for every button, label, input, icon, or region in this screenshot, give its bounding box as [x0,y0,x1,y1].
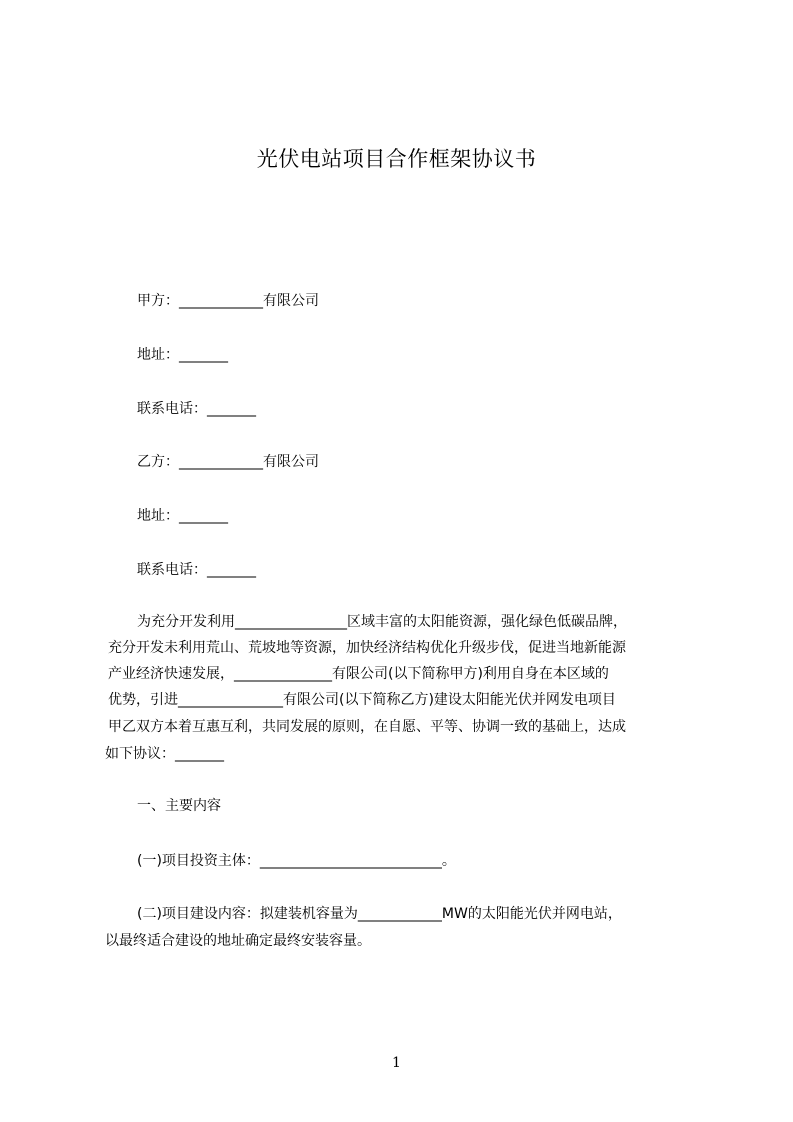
document-title: 光伏电站项目合作框架协议书 [256,147,537,171]
party-b-name-line: 乙方：____________有限公司 [137,454,319,470]
page-number: 1 [392,1055,401,1071]
party-b-phone-line: 联系电话：_______ [137,562,256,578]
intro-paragraph-line: 甲乙双方本着互惠互利，共同发展的原则，在自愿、平等、协调一致的基础上，达成 [108,719,626,735]
party-a-name-line: 甲方：____________有限公司 [137,293,319,309]
section-heading: 一、主要内容 [137,798,221,814]
intro-paragraph-line: 产业经济快速发展，______________有限公司(以下简称甲方)利用自身在本区域的 [108,666,609,682]
item-2-line: 以最终适合建设的地址确定最终安装容量。 [105,933,371,949]
item-1-line: (一)项目投资主体：__________________________。 [137,853,456,869]
party-a-address-line: 地址：_______ [137,347,228,363]
intro-paragraph-line: 如下协议：_______ [105,746,224,762]
party-a-phone-line: 联系电话：_______ [137,401,256,417]
intro-paragraph-line: 充分开发未利用荒山、荒坡地等资源，加快经济结构优化升级步伐，促进当地新能源 [108,640,626,656]
intro-paragraph-line: 优势，引进_______________有限公司(以下简称乙方)建设太阳能光伏并网发电项目 [108,692,616,708]
party-b-address-line: 地址：_______ [137,508,228,524]
item-2-line: (二)项目建设内容：拟建装机容量为____________MW的太阳能光伏并网电站， [137,906,622,922]
intro-paragraph-line: 为充分开发利用________________区域丰富的太阳能资源，强化绿色低碳品牌， [137,614,627,630]
